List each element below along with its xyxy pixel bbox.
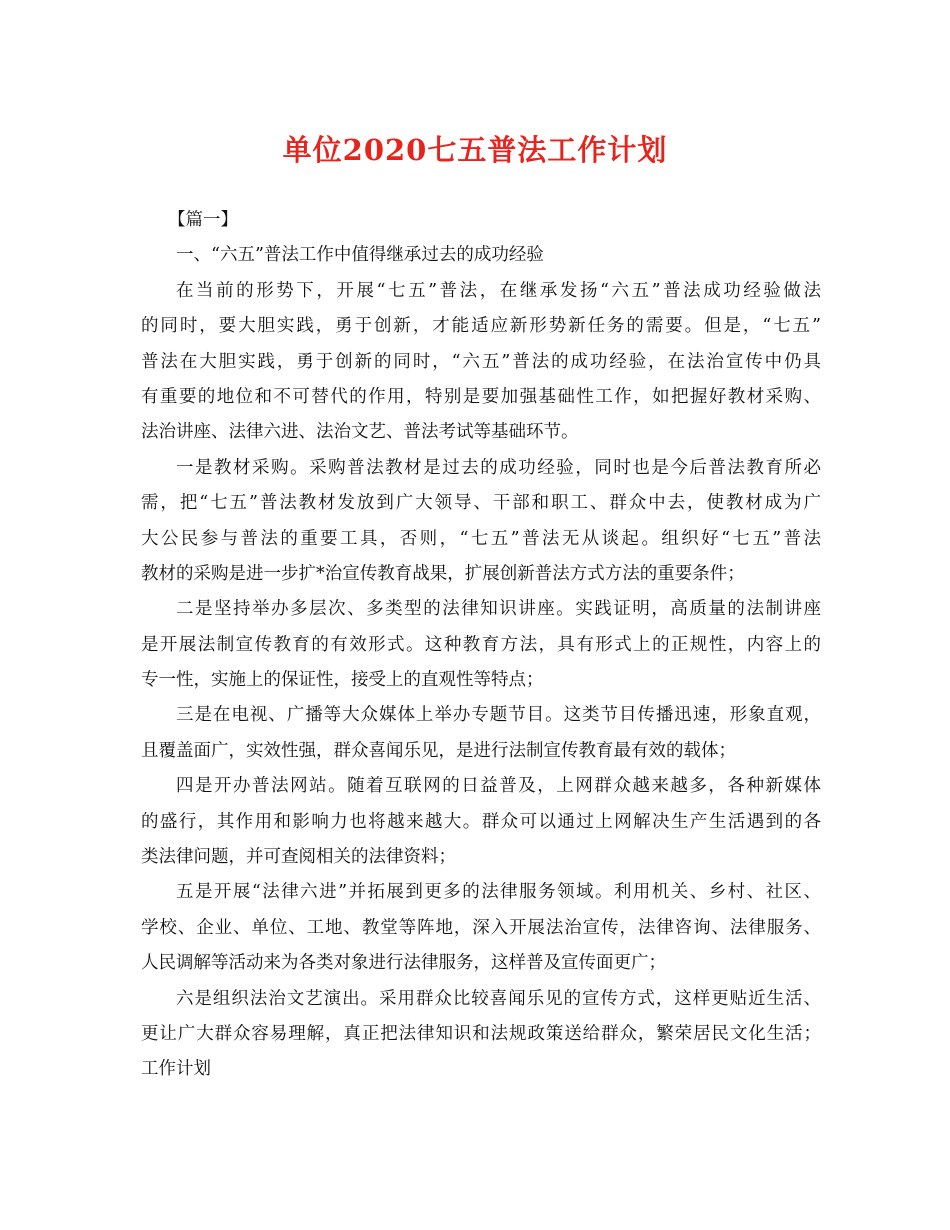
paragraph-line: 普法在大胆实践，勇于创新的同时，“六五”普法的成功经验，在法治宣传中仍具	[141, 351, 821, 372]
paragraph-line: 在当前的形势下，开展“七五”普法，在继承发扬“六五”普法成功经验做法	[176, 280, 821, 301]
paragraph-line: 五是开展“法律六进”并拓展到更多的法律服务领域。利用机关、乡村、社区、	[176, 882, 821, 903]
paragraph-line: 工作计划	[141, 1059, 211, 1080]
paragraph-line: 是开展法制宣传教育的有效形式。这种教育方法，具有形式上的正规性，内容上的	[141, 634, 821, 655]
section-heading: 【篇一】	[168, 210, 238, 230]
paragraph-line: 需，把“七五”普法教材发放到广大领导、干部和职工、群众中去，使教材成为广	[141, 493, 821, 514]
paragraph-line: 法治讲座、法律六进、法治文艺、普法考试等基础环节。	[141, 422, 579, 443]
paragraph-line: 四是开办普法网站。随着互联网的日益普及，上网群众越来越多，各种新媒体	[176, 776, 821, 797]
subsection-heading: 一、“六五”普法工作中值得继承过去的成功经验	[176, 245, 544, 266]
paragraph-line: 专一性，实施上的保证性，接受上的直观性等特点；	[141, 670, 544, 691]
document-title: 单位2020七五普法工作计划	[282, 133, 668, 167]
paragraph-line: 大公民参与普法的重要工具，否则，“七五”普法无从谈起。组织好“七五”普法	[141, 528, 821, 549]
paragraph-line: 更让广大群众容易理解，真正把法律知识和法规政策送给群众，繁荣居民文化生活；	[141, 1023, 821, 1044]
paragraph-line: 类法律问题，并可查阅相关的法律资料；	[141, 847, 456, 868]
paragraph-line: 教材的采购是进一步扩*治宣传教育战果，扩展创新普法方式方法的重要条件；	[141, 563, 745, 584]
paragraph-line: 一是教材采购。采购普法教材是过去的成功经验，同时也是今后普法教育所必	[176, 457, 821, 478]
paragraph-line: 的同时，要大胆实践，勇于创新，才能适应新形势新任务的需要。但是，“七五”	[141, 316, 821, 337]
paragraph-line: 学校、企业、单位、工地、教堂等阵地，深入开展法治宣传，法律咨询、法律服务、	[141, 917, 821, 938]
document-body	[141, 203, 821, 1088]
paragraph-line: 六是组织法治文艺演出。采用群众比较喜闻乐见的宣传方式，这样更贴近生活、	[176, 988, 821, 1009]
paragraph-line: 二是坚持举办多层次、多类型的法律知识讲座。实践证明，高质量的法制讲座	[176, 599, 821, 620]
paragraph-line: 人民调解等活动来为各类对象进行法律服务，这样普及宣传面更广；	[141, 953, 666, 974]
paragraph-line: 且覆盖面广，实效性强，群众喜闻乐见，是进行法制宣传教育最有效的载体；	[141, 740, 736, 761]
paragraph-line: 的盛行，其作用和影响力也将越来越大。群众可以通过上网解决生产生活遇到的各	[141, 811, 821, 832]
paragraph-line: 三是在电视、广播等大众媒体上举办专题节目。这类节目传播迅速，形象直观，	[176, 705, 821, 726]
paragraph-line: 有重要的地位和不可替代的作用，特别是要加强基础性工作，如把握好教材采购、	[141, 386, 821, 407]
